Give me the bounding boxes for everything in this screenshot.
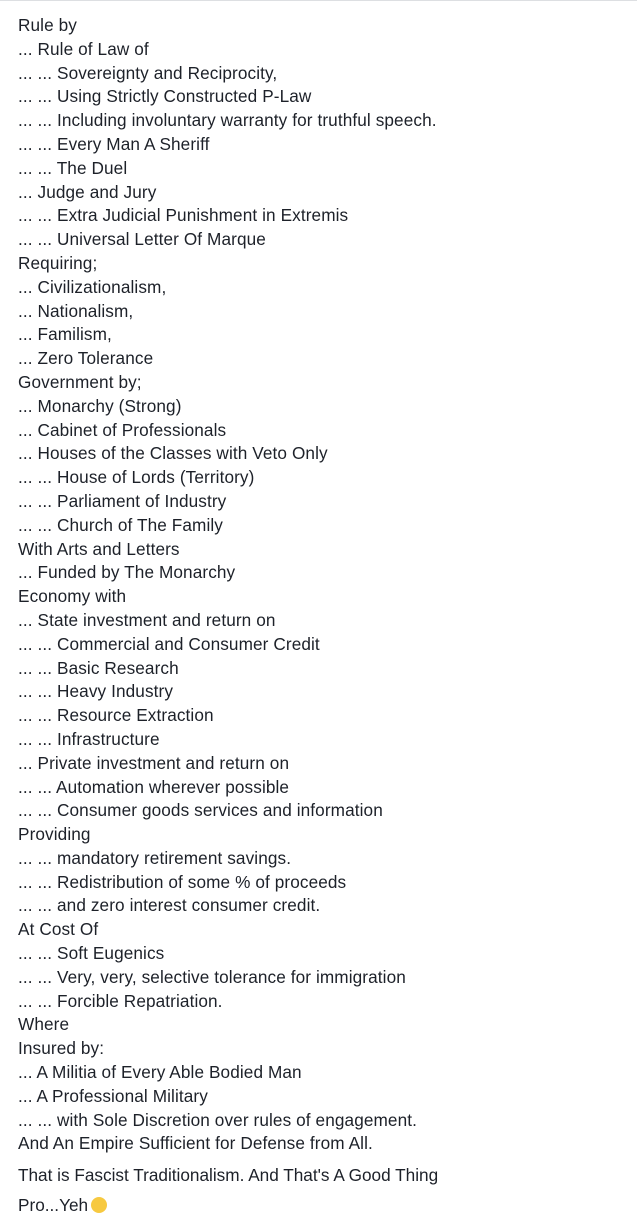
post-text-line: ... ... Extra Judicial Punishment in Extremis [18, 205, 349, 226]
post-text-line: ... ... Universal Letter Of Marque [18, 229, 266, 250]
post-text-line: ... Funded by The Monarchy [18, 562, 236, 583]
post-text-line: And An Empire Sufficient for Defense from All. [18, 1133, 373, 1154]
post-text-line: ... A Militia of Every Able Bodied Man [18, 1062, 302, 1083]
post-text-line: Insured by: [18, 1038, 105, 1059]
post-text-line: ... ... Basic Research [18, 657, 179, 678]
cutoff-text: Pro...Yeh [18, 1195, 89, 1215]
post-text-line: ... ... Redistribution of some % of proceeds [18, 871, 347, 892]
post-text-line: Rule by [18, 15, 77, 35]
post-text-line: ... ... Parliament of Industry [18, 490, 227, 511]
post-text-line: ... Rule of Law of [18, 38, 149, 59]
post-text-line: ... ... Every Man A Sheriff [18, 133, 210, 154]
post-text-line: ... Zero Tolerance [18, 348, 154, 369]
post-text-line: At Cost Of [18, 919, 99, 940]
post-text-line: Providing [18, 824, 91, 845]
post-text-line: ... Familism, [18, 324, 112, 345]
post-text-line: ... ... Very, very, selective tolerance for immigration [18, 966, 406, 987]
post-text-line: ... ... Soft Eugenics [18, 943, 165, 964]
post-text-line: ... ... Sovereignty and Reciprocity, [18, 62, 278, 83]
post-text-line: ... Monarchy (Strong) [18, 395, 182, 416]
post-closing-line: That is Fascist Traditionalism. And That's A Good Thing [18, 1165, 439, 1185]
post-text-line: ... Judge and Jury [18, 181, 157, 202]
post-text-line: ... ... and zero interest consumer credit. [18, 895, 321, 916]
post-text-line: Where [18, 1014, 70, 1035]
post-text-line: ... ... House of Lords (Territory) [18, 467, 255, 488]
post-text-line: ... ... Using Strictly Constructed P-Law [18, 86, 312, 107]
post-text-line: With Arts and Letters [18, 538, 180, 559]
post-text-line: ... Cabinet of Professionals [18, 419, 227, 440]
post-text-line: ... ... Automation wherever possible [18, 776, 290, 797]
post-text-line: Requiring; [18, 252, 98, 273]
post-text-line: ... ... Heavy Industry [18, 681, 174, 702]
post-text-line: ... Civilizationalism, [18, 276, 167, 297]
post-text-line: ... Houses of the Classes with Veto Only [18, 443, 328, 464]
post-text-line: ... Nationalism, [18, 300, 134, 321]
post-text-line: ... ... Commercial and Consumer Credit [18, 633, 320, 654]
post-text-line: ... ... mandatory retirement savings. [18, 847, 292, 868]
post-text-line: ... State investment and return on [18, 609, 276, 630]
post-cutoff-line [18, 1191, 107, 1215]
post-text-line: Economy with [18, 586, 127, 607]
post-text-line: Government by; [18, 371, 142, 392]
post-text-line: ... ... Including involuntary warranty for truthful speech. [18, 110, 437, 131]
post-text-line: ... ... Resource Extraction [18, 705, 214, 726]
post-text-line: ... Private investment and return on [18, 752, 290, 773]
post-text-line: ... ... Forcible Repatriation. [18, 990, 223, 1011]
post-text-line: ... ... Consumer goods services and information [18, 800, 383, 821]
post-text-line: ... ... with Sole Discretion over rules of engagement. [18, 1109, 417, 1130]
post-text-line: ... ... Church of The Family [18, 514, 223, 535]
post-body [18, 14, 631, 1156]
post-text-line: ... ... The Duel [18, 157, 128, 178]
post-text-line: ... A Professional Military [18, 1085, 208, 1106]
post-text-line: ... ... Infrastructure [18, 728, 160, 749]
smiley-emoji-icon [91, 1197, 107, 1213]
